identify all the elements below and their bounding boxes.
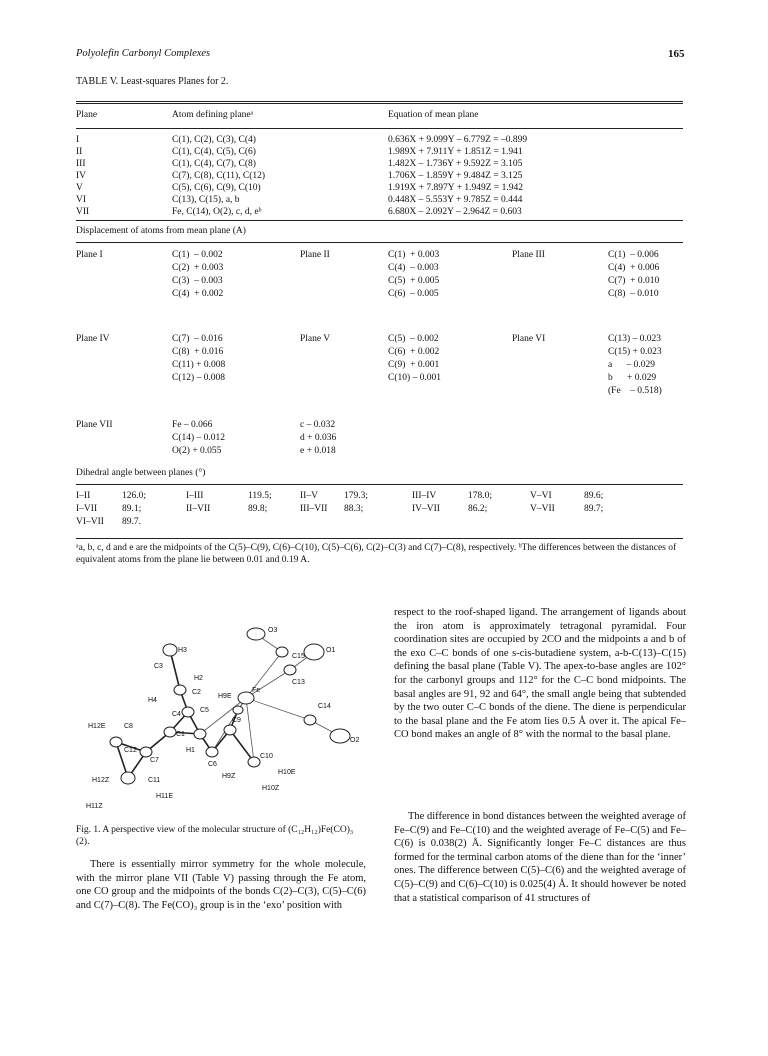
displacement-value: (Fe – 0.518) xyxy=(608,386,662,396)
atom-label: O1 xyxy=(326,647,336,654)
plane-equation: 0.448X – 5.553Y + 9.785Z = 0.444 xyxy=(388,195,523,205)
plane-vii-line: O(2) + 0.055 xyxy=(172,446,222,456)
displacement-rule xyxy=(76,242,683,243)
dihedral-cell: III–VII xyxy=(300,504,328,514)
plane-atoms: C(1), C(2), C(3), C(4) xyxy=(172,135,256,145)
plane-vii-line: C(14) – 0.012 xyxy=(172,433,226,443)
displacement-value: C(11) + 0.008 xyxy=(172,360,226,370)
plane-atoms: C(7), C(8), C(11), C(12) xyxy=(172,171,266,181)
atom-label: C13 xyxy=(292,679,305,686)
right-paragraph-2: The difference in bond distances between the weighted average of Fe–C(9) and Fe–C(10) and the weighted average of Fe–C(5) and Fe–C(6) is 0.038(2) Å. Significantly longer Fe–C distances are thus formed for the terminal carbon atoms of the diene than for the ‘inner’ ones. The difference between C(5)–C(6) and the weighted average of C(5)–C(9) and C(6)–C(10) is 0.025(4) Å. It should however be noted that a statistical comparison of 41 structures of xyxy=(394,811,686,904)
atom-label: C7 xyxy=(150,757,159,764)
plane-atoms: C(13), C(15), a, b xyxy=(172,195,240,205)
dihedral-heading: Dihedral angle between planes (°) xyxy=(76,468,206,478)
atom-label: C14 xyxy=(318,703,331,710)
dihedral-cell: 126.0; xyxy=(122,491,147,501)
page-number: 165 xyxy=(668,48,685,60)
plane-number: III xyxy=(76,159,86,169)
plane-vii-line: c – 0.032 xyxy=(300,420,336,430)
atom-label: H11E xyxy=(156,793,173,800)
atom-label: O3 xyxy=(268,627,278,634)
atom-label: H9Z xyxy=(222,773,236,780)
dihedral-cell: IV–VII xyxy=(412,504,440,514)
plane-equation: 6.680X – 2.092Y – 2.964Z = 0.603 xyxy=(388,207,522,217)
atom-label: C2 xyxy=(192,689,201,696)
plane-number: IV xyxy=(76,171,87,181)
atom-label: C15 xyxy=(292,653,305,660)
atom-label: H10Z xyxy=(262,785,280,792)
plane-equation: 1.482X – 1.736Y + 9.592Z = 3.105 xyxy=(388,159,523,169)
plane-number: I xyxy=(76,135,80,145)
displacement-plane-label: Plane II xyxy=(300,250,330,260)
planes-bottom-rule xyxy=(76,220,683,221)
displacement-plane-label: Plane III xyxy=(512,250,545,260)
plane-vii-line: e + 0.018 xyxy=(300,446,336,456)
displacement-value: C(13) – 0.023 xyxy=(608,334,662,344)
dihedral-cell: I–II xyxy=(76,491,91,501)
atom-label: H12Z xyxy=(92,777,110,784)
dihedral-cell: 88.3; xyxy=(344,504,364,514)
dihedral-cell: II–V xyxy=(300,491,318,501)
plane-equation: 1.989X + 7.911Y + 1.851Z = 1.941 xyxy=(388,147,523,157)
displacement-plane-label: Plane V xyxy=(300,334,331,344)
table-top-rule-2 xyxy=(76,103,683,104)
displacement-value: C(1) + 0.003 xyxy=(388,250,440,260)
plane-number: VI xyxy=(76,195,87,205)
dihedral-cell: 119.5; xyxy=(248,491,272,501)
plane-number: VII xyxy=(76,207,90,217)
atom-label: C1 xyxy=(176,731,185,738)
atom-label: H4 xyxy=(148,697,157,704)
plane-atoms: Fe, C(14), O(2), c, d, eᵇ xyxy=(172,207,262,217)
plane-atoms: C(1), C(4), C(7), C(8) xyxy=(172,159,256,169)
dihedral-cell: I–III xyxy=(186,491,204,501)
displacement-value: C(8) – 0.010 xyxy=(608,289,659,299)
table-footnote: ᵃa, b, c, d and e are the midpoints of the C(5)–C(9), C(6)–C(10), C(5)–C(6), C(2)–C(3) and C(7)–C(8), respectively. ᵇThe differences between the distances of equivalent atoms from the plane lie between 0.01 and 0.19 A. xyxy=(76,543,677,565)
running-title: Polyolefin Carbonyl Complexes xyxy=(76,48,211,59)
header-atoms: Atom defining planeᵃ xyxy=(172,110,254,120)
dihedral-cell: 178.0; xyxy=(468,491,493,501)
displacement-value: C(4) – 0.003 xyxy=(388,263,439,273)
displacement-plane-label: Plane I xyxy=(76,250,103,260)
atom-label: H11Z xyxy=(86,803,103,810)
plane-equation: 1.706X – 1.859Y + 9.484Z = 3.125 xyxy=(388,171,523,181)
molecular-structure-figure xyxy=(78,602,368,812)
dihedral-cell: 179.3; xyxy=(344,491,369,501)
displacement-value: C(5) – 0.002 xyxy=(388,334,439,344)
dihedral-cell: III–IV xyxy=(412,491,437,501)
atom-label: C4 xyxy=(172,711,181,718)
atom-label: C12 xyxy=(124,747,137,754)
displacement-value: C(1) – 0.002 xyxy=(172,250,223,260)
displacement-value: C(10) – 0.001 xyxy=(388,373,442,383)
displacement-value: C(7) + 0.010 xyxy=(608,276,660,286)
atom-label: H3 xyxy=(178,647,187,654)
right-paragraph-1: respect to the roof-shaped ligand. The arrangement of ligands about the iron atom is approximately tetragonal pyramidal. Four coordination sites are occupied by 2CO and the midpoints a and b of the exo C–C bonds of one s-cis-butadiene system, a-b-C(13)–C(15) defining the basal plane (Table V). The apex-to-base angles are 102° for the carbonyl groups and 112° for the C–C bond midpoints. The basal angles are 91, 92 and 64°, the small angle being that subtended by the two outer C–C bonds of the diene. The diene is perpendicular to the basal plane and the Fe atom lies 0.5 Å over it. The apical Fe–CO bond makes an angle of 8° with the normal to the basal plane. xyxy=(394,607,686,741)
atom-label: C5 xyxy=(200,707,209,714)
displacement-value: C(4) + 0.006 xyxy=(608,263,660,273)
plane-atoms: C(1), C(4), C(5), C(6) xyxy=(172,147,256,157)
atom-label: H9E xyxy=(218,693,232,700)
displacement-value: C(15) + 0.023 xyxy=(608,347,662,357)
dihedral-cell: 89.7; xyxy=(584,504,604,514)
displacement-value: C(12) – 0.008 xyxy=(172,373,226,383)
plane-vii-label: Plane VII xyxy=(76,420,113,430)
plane-number: V xyxy=(76,183,83,193)
atom-label: C10 xyxy=(260,753,273,760)
atom-label: C3 xyxy=(154,663,163,670)
plane-atoms: C(5), C(6), C(9), C(10) xyxy=(172,183,261,193)
dihedral-cell: II–VII xyxy=(186,504,211,514)
header-rule xyxy=(76,128,683,129)
displacement-value: C(8) + 0.016 xyxy=(172,347,224,357)
plane-vii-line: d + 0.036 xyxy=(300,433,337,443)
displacement-plane-label: Plane IV xyxy=(76,334,110,344)
atom-label: O2 xyxy=(350,737,360,744)
left-paragraph: There is essentially mirror symmetry for the whole molecule, with the mirror plane VII (Table V) passing through the Fe atom, one CO group and the midpoints of the bonds C(2)–C(3), C(5)–C(6) and C(7)–C(8). The Fe(CO)₃ group is in the ‘exo’ position with xyxy=(76,859,366,911)
displacement-value: C(6) + 0.002 xyxy=(388,347,440,357)
dihedral-rule xyxy=(76,484,683,485)
displacement-heading: Displacement of atoms from mean plane (A) xyxy=(76,226,246,236)
displacement-value: C(6) – 0.005 xyxy=(388,289,439,299)
dihedral-cell: I–VII xyxy=(76,504,98,514)
atom-label: H1 xyxy=(186,747,195,754)
displacement-value: b + 0.029 xyxy=(608,373,657,383)
plane-vii-line: Fe – 0.066 xyxy=(172,420,213,430)
dihedral-cell: 89.1; xyxy=(122,504,142,514)
displacement-plane-label: Plane VI xyxy=(512,334,546,344)
displacement-value: a – 0.029 xyxy=(608,360,655,370)
displacement-value: C(9) + 0.001 xyxy=(388,360,440,370)
atom-label: Fe xyxy=(252,687,261,694)
atom-label: C6 xyxy=(208,761,217,768)
dihedral-cell: V–VII xyxy=(530,504,555,514)
atom-label: H12E xyxy=(88,723,106,730)
atom-label: H2 xyxy=(194,675,203,682)
plane-equation: 0.636X + 9.099Y – 6.779Z = –0.899 xyxy=(388,135,528,145)
figure-caption: Fig. 1. A perspective view of the molecular structure of (C₁₂H₁₂)Fe(CO)₃ (2). xyxy=(76,825,354,847)
displacement-value: C(7) – 0.016 xyxy=(172,334,223,344)
dihedral-cell: VI–VII xyxy=(76,517,104,527)
plane-number: II xyxy=(76,147,83,157)
plane-equation: 1.919X + 7.897Y + 1.949Z = 1.942 xyxy=(388,183,523,193)
table-caption: TABLE V. Least-squares Planes for 2. xyxy=(76,76,229,87)
displacement-value: C(2) + 0.003 xyxy=(172,263,224,273)
header-plane: Plane xyxy=(76,110,98,120)
displacement-value: C(5) + 0.005 xyxy=(388,276,440,286)
dihedral-cell: 89.7. xyxy=(122,517,141,527)
dihedral-cell: V–VI xyxy=(530,491,552,501)
dihedral-cell: 86.2; xyxy=(468,504,488,514)
displacement-value: C(4) + 0.002 xyxy=(172,289,224,299)
displacement-value: C(1) – 0.006 xyxy=(608,250,659,260)
atom-label: C11 xyxy=(148,777,161,784)
displacement-value: C(3) – 0.003 xyxy=(172,276,223,286)
header-equation: Equation of mean plane xyxy=(388,110,479,120)
atom-label: C8 xyxy=(124,723,133,730)
table-bottom-rule xyxy=(76,538,683,539)
atom-label: H10E xyxy=(278,769,296,776)
dihedral-cell: 89.6; xyxy=(584,491,604,501)
atom-label: C9 xyxy=(232,717,241,724)
dihedral-cell: 89.8; xyxy=(248,504,268,514)
table-top-rule xyxy=(76,101,683,102)
